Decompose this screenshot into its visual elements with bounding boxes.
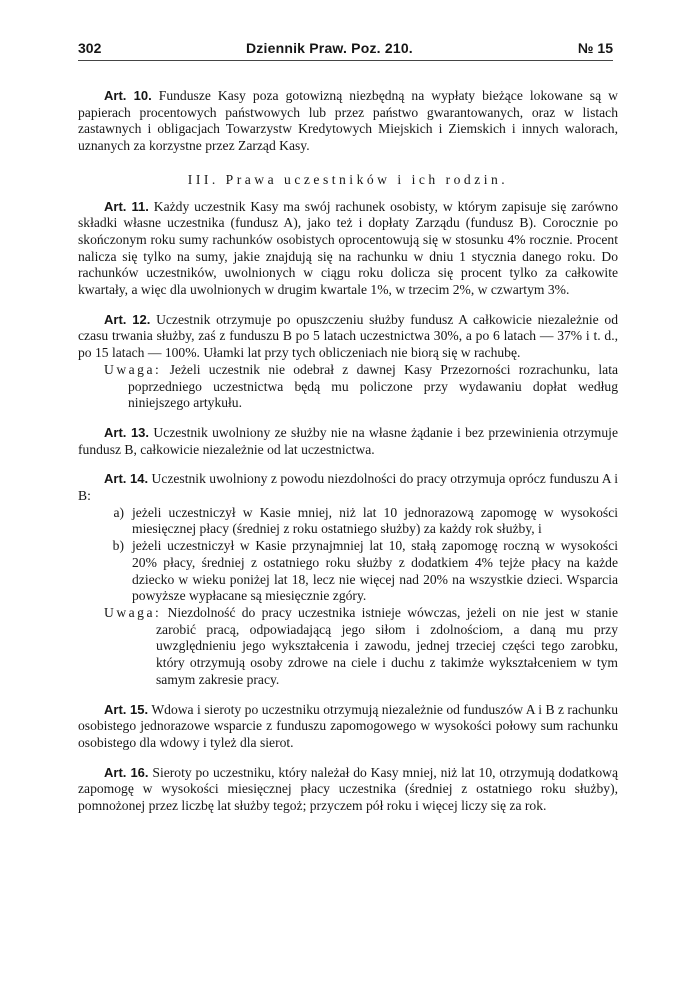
article-13-text: Uczestnik uwolniony ze służby nie na własne żądanie i bez przewinienia otrzymuje fundusz B, całkowicie niezależnie od lat uczestnictwa. bbox=[78, 424, 618, 457]
article-13 bbox=[78, 425, 618, 458]
article-16 bbox=[78, 765, 618, 815]
article-15-label: Art. 15. bbox=[104, 701, 149, 717]
article-14-note-label: Uwaga: bbox=[104, 604, 162, 620]
article-12 bbox=[78, 312, 618, 362]
list-item-text: jeżeli uczestniczył w Kasie przynajmniej lat 10, stałą zapomogę roczną w wysokości 20% płacy, średniej z ostatniego roku służby z dodatkiem 4% tejże płacy na każde dziecko w wieku poniżej lat 18, lecz nie więcej nad 20% na wszystkie dzieci. Wsparcia powyższe wypłacane są miesięcznie zgóry. bbox=[132, 538, 618, 604]
article-10-label: Art. 10. bbox=[104, 88, 152, 103]
article-14-label: Art. 14. bbox=[104, 471, 149, 487]
article-15-text: Wdowa i sieroty po uczestniku otrzymują niezależnie od funduszów A i B z rachunku osobistego jednorazowe wsparcie z funduszu zapomogowego w wysokości połowy sum rachunku osobistego dla wdowy i tyleż dla sierot. bbox=[78, 701, 618, 750]
article-14 bbox=[78, 471, 618, 504]
section-title: III. Prawa uczestników i ich rodzin. bbox=[187, 171, 509, 187]
article-16-text: Sieroty po uczestniku, który należał do Kasy mniej, niż lat 10, otrzymują dodatkową zapomogę w wysokości miesięcznej płacy uczestnika (średniej z ostatniego roku służby), pomnożonej przez liczbę lat służby tegoż; przyczem pół roku i więcej liczy się za rok. bbox=[78, 764, 618, 814]
article-11-label: Art. 11. bbox=[104, 198, 149, 214]
list-item-text: jeżeli uczestniczył w Kasie mniej, niż lat 10 jednorazową zapomogę w wysokości miesięcznej płacy (średniej z roku ostatniego służby) za każdy rok służby, i bbox=[132, 504, 618, 537]
article-16-label: Art. 16. bbox=[104, 764, 149, 780]
article-14-text: Uczestnik uwolniony z powodu niezdolności do pracy otrzymuja oprócz funduszu A i B: bbox=[78, 471, 618, 504]
list-item bbox=[104, 538, 618, 605]
article-12-label: Art. 12. bbox=[104, 311, 151, 327]
article-11-text: Każdy uczestnik Kasy ma swój rachunek osobisty, w którym zapisuje się zarówno składki własne uczestnika (fundusz A), jako też i dopłaty Zarządu (fundusz B). Corocznie po skończonym roku sumy rachunków osobistych oprocentowują się w stosunku 4% rocznie. Procent nalicza się tylko na sumy, jakie znajdują się na rachunku w dniu 1 stycznia danego roku. Do rachunków uczestników, uwolnionych w ciągu roku dolicza się procent tylko za całkowite kwartały, a więc dla uwolnionych w drugim kwartale 1%, w trzecim 2%, w czwartym 3%. bbox=[78, 198, 619, 298]
issue-number: № 15 bbox=[577, 40, 613, 56]
article-12-text: Uczestnik otrzymuje po opuszczeniu służby fundusz A całkowicie niezależnie od czasu trwania służby, zaś z funduszu B po 5 latach uczestnictwa 30%, a po 6 latach — 37% i t. d., po 15 latach — 100%. Ułamki lat przy tych obliczeniach nie biorą się w rachubę. bbox=[78, 311, 618, 361]
article-15 bbox=[78, 702, 618, 752]
list-item bbox=[104, 505, 618, 538]
article-14-note-text: Niezdolność do pracy uczestnika istnieje wówczas, jeżeli on nie jest w stanie zarobić pracą, odpowiadającą jego siłom i zdolnościom, a daną mu przy uwzględnieniu jego wykształcenia i zawodu, jednej trzeciej części tego zarobku, który otrzymują osoby zdrowe na ciele i duchu z takimże wykształceniem w tym samym zakresie pracy. bbox=[156, 604, 618, 687]
article-12-note-label: Uwaga: bbox=[104, 361, 162, 377]
article-12-note bbox=[104, 362, 618, 412]
journal-title: Dziennik Praw. Poz. 210. bbox=[246, 40, 413, 56]
list-item-label: a) bbox=[113, 504, 124, 520]
article-10-text: Fundusze Kasy poza gotowizną niezbędną na wypłaty bieżące lokowane są w papierach procentowych państwowych lub przez państwo gwarantowanych, oraz w listach zastawnych i obligacjach Towarzystw Kredytowych Miejskich i Ziemskich i innych walorach, uznanych za korzystne przez Zarząd Kasy. bbox=[78, 88, 618, 154]
page-header bbox=[78, 36, 613, 60]
article-14-list bbox=[104, 505, 618, 605]
article-13-label: Art. 13. bbox=[104, 424, 150, 440]
header-rule bbox=[78, 60, 613, 61]
article-10 bbox=[78, 88, 618, 155]
article-12-note-text: Jeżeli uczestnik nie odebrał z dawnej Kasy Przezorności rozrachunku, lata poprzedniego uczestnictwa będą mu policzone przy wydawaniu dopłat według niniejszego artykułu. bbox=[128, 361, 619, 411]
article-11 bbox=[78, 199, 618, 299]
document-body bbox=[78, 88, 618, 815]
list-item-label: b) bbox=[112, 538, 124, 554]
article-14-note bbox=[104, 605, 618, 689]
page-number: 302 bbox=[78, 40, 102, 56]
